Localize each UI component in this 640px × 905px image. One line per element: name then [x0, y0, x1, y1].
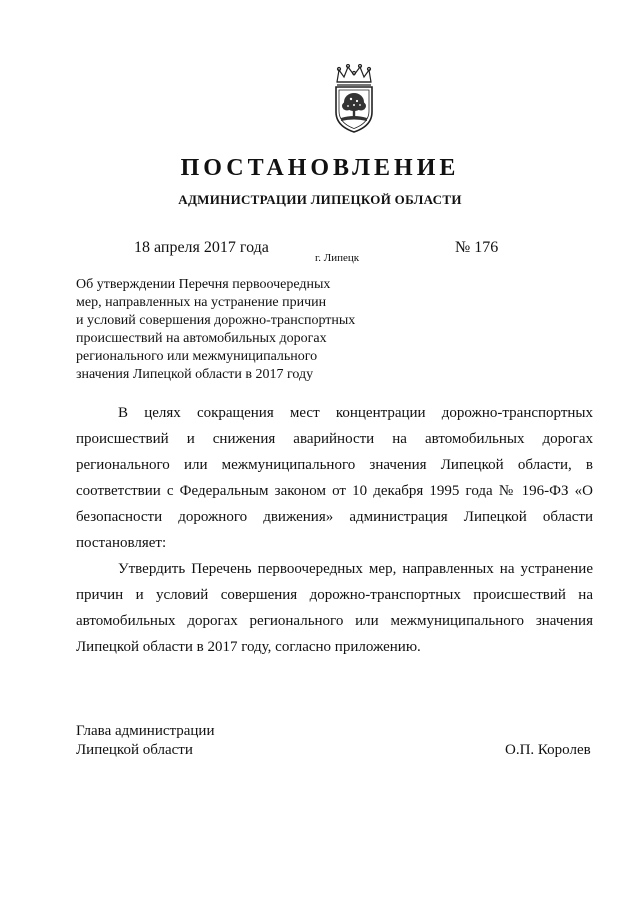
- signature-position-line: Глава администрации: [76, 723, 215, 739]
- document-heading: [76, 276, 396, 384]
- heading-line: Об утверждении Перечня первоочередных: [76, 277, 331, 292]
- coat-of-arms-icon: [327, 64, 381, 134]
- heading-line: и условий совершения дорожно-транспортных: [76, 313, 356, 328]
- heading-line: значения Липецкой области в 2017 году: [76, 367, 314, 382]
- signature-position: [76, 722, 214, 760]
- document-number: № 176: [455, 239, 499, 256]
- heading-line: происшествий на автомобильных дорогах: [76, 331, 327, 346]
- document-title: ПОСТАНОВЛЕНИЕ: [180, 155, 460, 181]
- heading-line: мер, направленных на устранение причин: [76, 295, 327, 310]
- body-paragraph-decision: Утвердить Перечень первоочередных мер, направленных на устранение причин и условий совершения дорожно-транспортных происшествий на автомобильных дорогах регионального или межмуниципального значения Липецкой области в 2017 году, согласно приложению.: [76, 561, 593, 655]
- document-date: 18 апреля 2017 года: [134, 239, 269, 256]
- heading-line: регионального или межмуниципального: [76, 349, 318, 364]
- signature-name: О.П. Королев: [505, 742, 591, 758]
- body-paragraph-preamble: В целях сокращения мест концентрации дорожно-транспортных происшествий и снижения аварийности на автомобильных дорогах регионального или межмуниципального значения Липецкой области, в соответствии с Федеральным законом от 10 декабря 1995 года № 196-ФЗ «О безопасности дорожного движения» администрация Липецкой области постановляет:: [76, 405, 593, 551]
- signature-position-line: Липецкой области: [76, 742, 193, 758]
- document-city: г. Липецк: [315, 252, 360, 264]
- document-subtitle: АДМИНИСТРАЦИИ ЛИПЕЦКОЙ ОБЛАСТИ: [178, 192, 462, 207]
